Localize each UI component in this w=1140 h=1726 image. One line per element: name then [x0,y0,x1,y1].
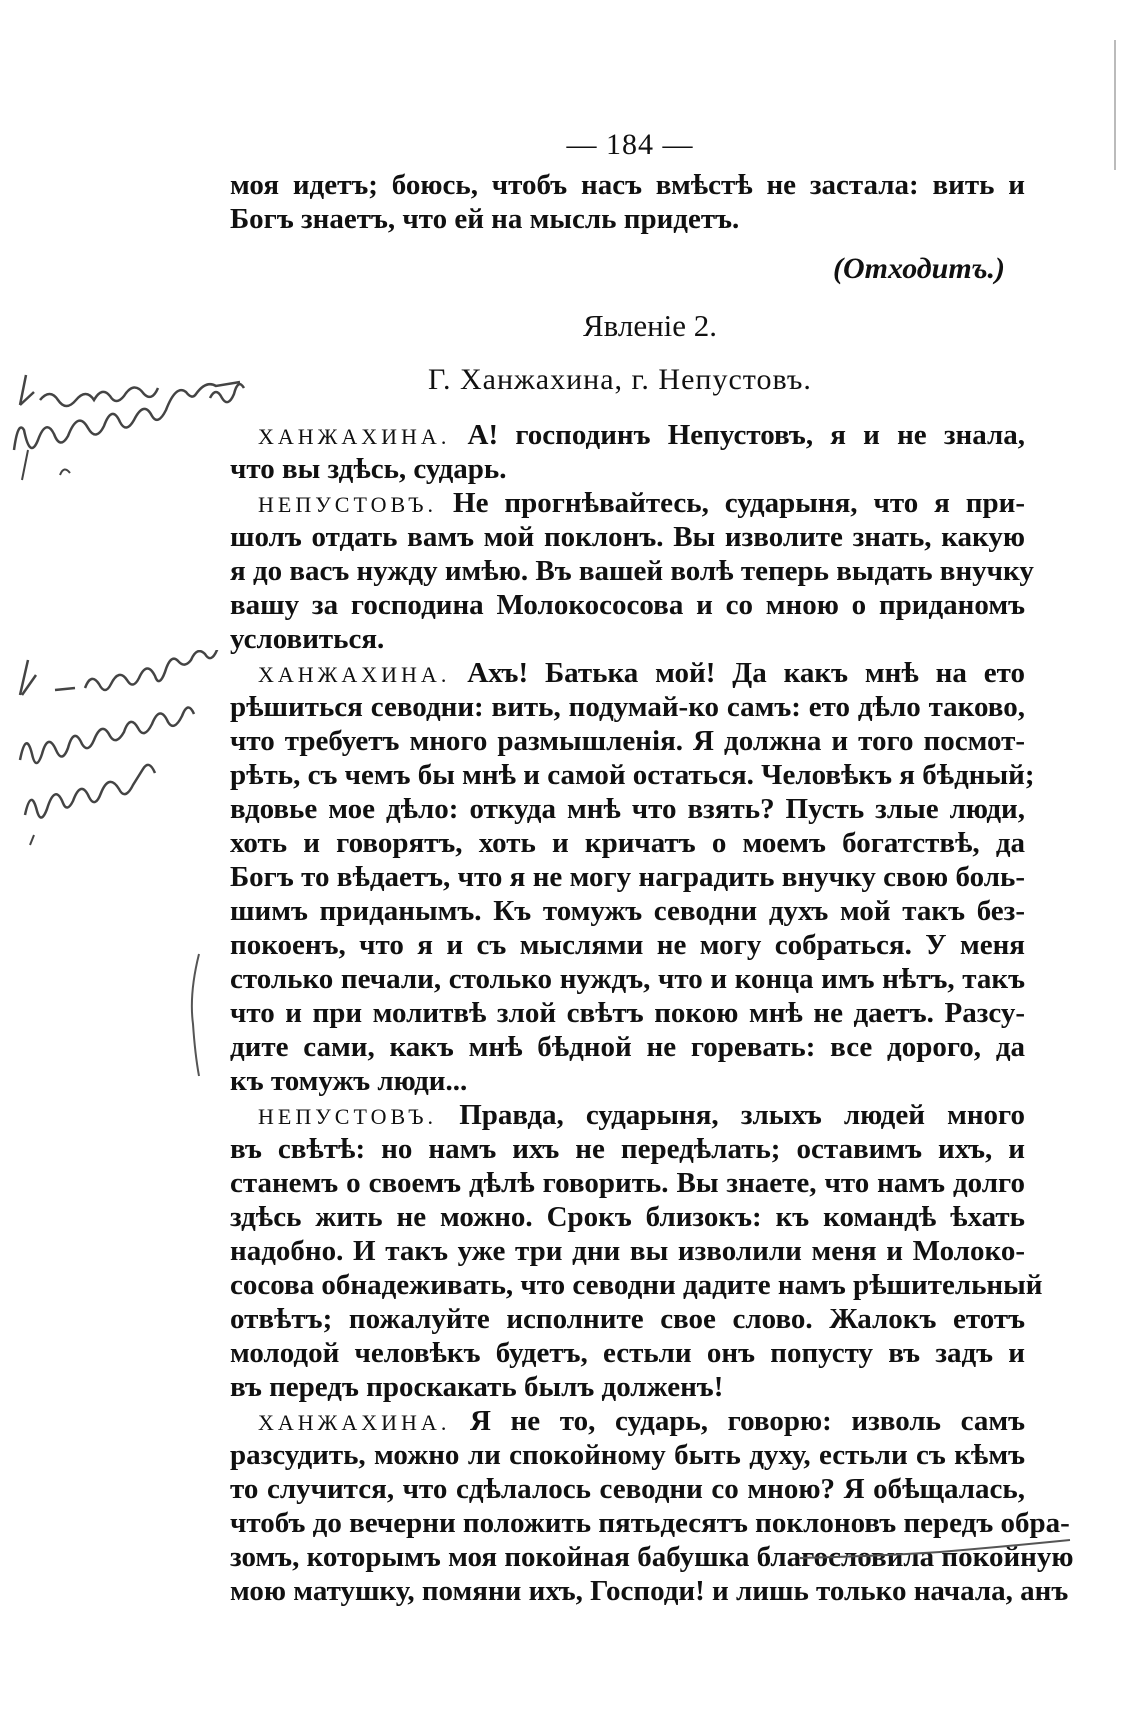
text-line: ХАНЖАХИНА. Я не то, сударь, говорю: изволь самъ [258,1405,1025,1437]
margin-bracket-line [185,950,205,1080]
speaker-name: ХАНЖАХИНА. [258,662,451,687]
character-list: Г. Ханжахина, г. Непустовъ. [428,363,812,396]
text-line: разсудить, можно ли спокойному быть духу, естьли съ кѣмъ [230,1439,1025,1471]
speech-3 [230,656,1035,1098]
text-line: дите сами, какъ мнѣ бѣдной не горевать: все дорого, да [230,1031,1025,1063]
page-edge-line [1114,40,1116,170]
text-line: Богъ то вѣдаетъ, что я не могу наградить внучку свою боль- [230,861,1025,893]
text-line: въ передъ проскакать былъ долженъ! [230,1371,724,1403]
text-line: что вы здѣсь, сударь. [230,453,507,485]
speech-5 [230,1404,1074,1608]
speaker-name: ХАНЖАХИНА. [258,1410,451,1435]
handwritten-margin-note-1 [0,370,290,500]
text-line: отвѣтъ; пожалуйте исполните свое слово. Жалокъ етотъ [230,1303,1025,1335]
text-line: то случится, что сдѣлалось севодни со мною? Я обѣщалась, [230,1473,1025,1505]
speech-1 [230,418,1025,486]
handwritten-margin-note-2 [0,650,270,860]
text-line: условиться. [230,623,385,655]
text-line: моя идетъ; боюсь, чтобъ насъ вмѣстѣ не застала: вить и [230,169,1025,201]
speaker-name: ХАНЖАХИНА. [258,424,451,449]
text-line: шолъ отдать вамъ мой поклонъ. Вы изволите знать, какую [230,521,1025,553]
text-line: зомъ, которымъ моя покойная бабушка благословила покойную [230,1541,1074,1573]
text-line: вдовье мое дѣло: откуда мнѣ что взять? Пусть злые люди, [230,793,1025,825]
text-line: станемъ о своемъ дѣлѣ говорить. Вы знаете, что намъ долго [230,1167,1025,1199]
speaker-name: НЕПУСТОВЪ. [258,1104,438,1129]
opening-text [230,168,1025,236]
text-line: надобно. И такъ уже три дни вы изволили меня и Молоко- [230,1235,1025,1267]
text-line: къ томужъ люди... [230,1065,468,1097]
speaker-name: НЕПУСТОВЪ. [258,492,438,517]
stage-direction: (Отходитъ.) [832,252,1005,285]
text-line: НЕПУСТОВЪ. Правда, сударыня, злыхъ людей много [258,1099,1025,1131]
speech-2 [230,486,1034,656]
text-line: ХАНЖАХИНА. А! господинъ Непустовъ, я и не знала, [258,419,1025,451]
text-line: столько печали, столько нуждъ, что и конца имъ нѣтъ, такъ [230,963,1025,995]
speech-4 [230,1098,1043,1404]
text-line: здѣсь жить не можно. Срокъ близокъ: къ командѣ ѣхать [230,1201,1025,1233]
text-line: Богъ знаетъ, что ей на мысль придетъ. [230,203,740,235]
page-number: — 184 — [566,128,694,161]
text-line: что требуетъ много размышленія. Я должна и того посмот- [230,725,1025,757]
scene-title: Явленіе 2. [582,308,718,343]
pencil-underline-mark [790,1530,1080,1570]
text-line: мою матушку, помяни ихъ, Господи! и лишь только начала, анъ [230,1575,1069,1607]
text-line: въ свѣтѣ: но намъ ихъ не передѣлать; оставимъ ихъ, и [230,1133,1025,1165]
text-line: рѣть, съ чемъ бы мнѣ и самой остаться. Человѣкъ я бѣдный; [230,759,1035,791]
text-line: я до васъ нужду имѣю. Въ вашей волѣ теперь выдать внучку [230,555,1034,587]
text-line: молодой человѣкъ будетъ, естьли онъ попусту въ задъ и [230,1337,1025,1369]
text-line: что и при молитвѣ злой свѣтъ покою мнѣ не даетъ. Разсу- [230,997,1025,1029]
text-line: вашу за господина Молокососова и со мною о приданомъ [230,589,1025,621]
text-line: чтобъ до вечерни положить пятьдесятъ поклоновъ передъ обра- [230,1507,1070,1539]
text-line: НЕПУСТОВЪ. Не прогнѣвайтесь, сударыня, что я при- [258,487,1026,519]
text-line: ХАНЖАХИНА. Ахъ! Батька мой! Да какъ мнѣ на ето [258,657,1025,689]
text-line: покоенъ, что я и съ мыслями не могу собраться. У меня [230,929,1025,961]
text-line: шимъ приданымъ. Къ томужъ севодни духъ мой такъ без- [230,895,1025,927]
text-line: сосова обнадеживать, что севодни дадите намъ рѣшительный [230,1269,1043,1301]
text-line: хоть и говорятъ, хоть и кричатъ о моемъ богатствѣ, да [230,827,1025,859]
text-line: рѣшиться севодни: вить, подумай-ко самъ: ето дѣло таково, [230,691,1025,723]
